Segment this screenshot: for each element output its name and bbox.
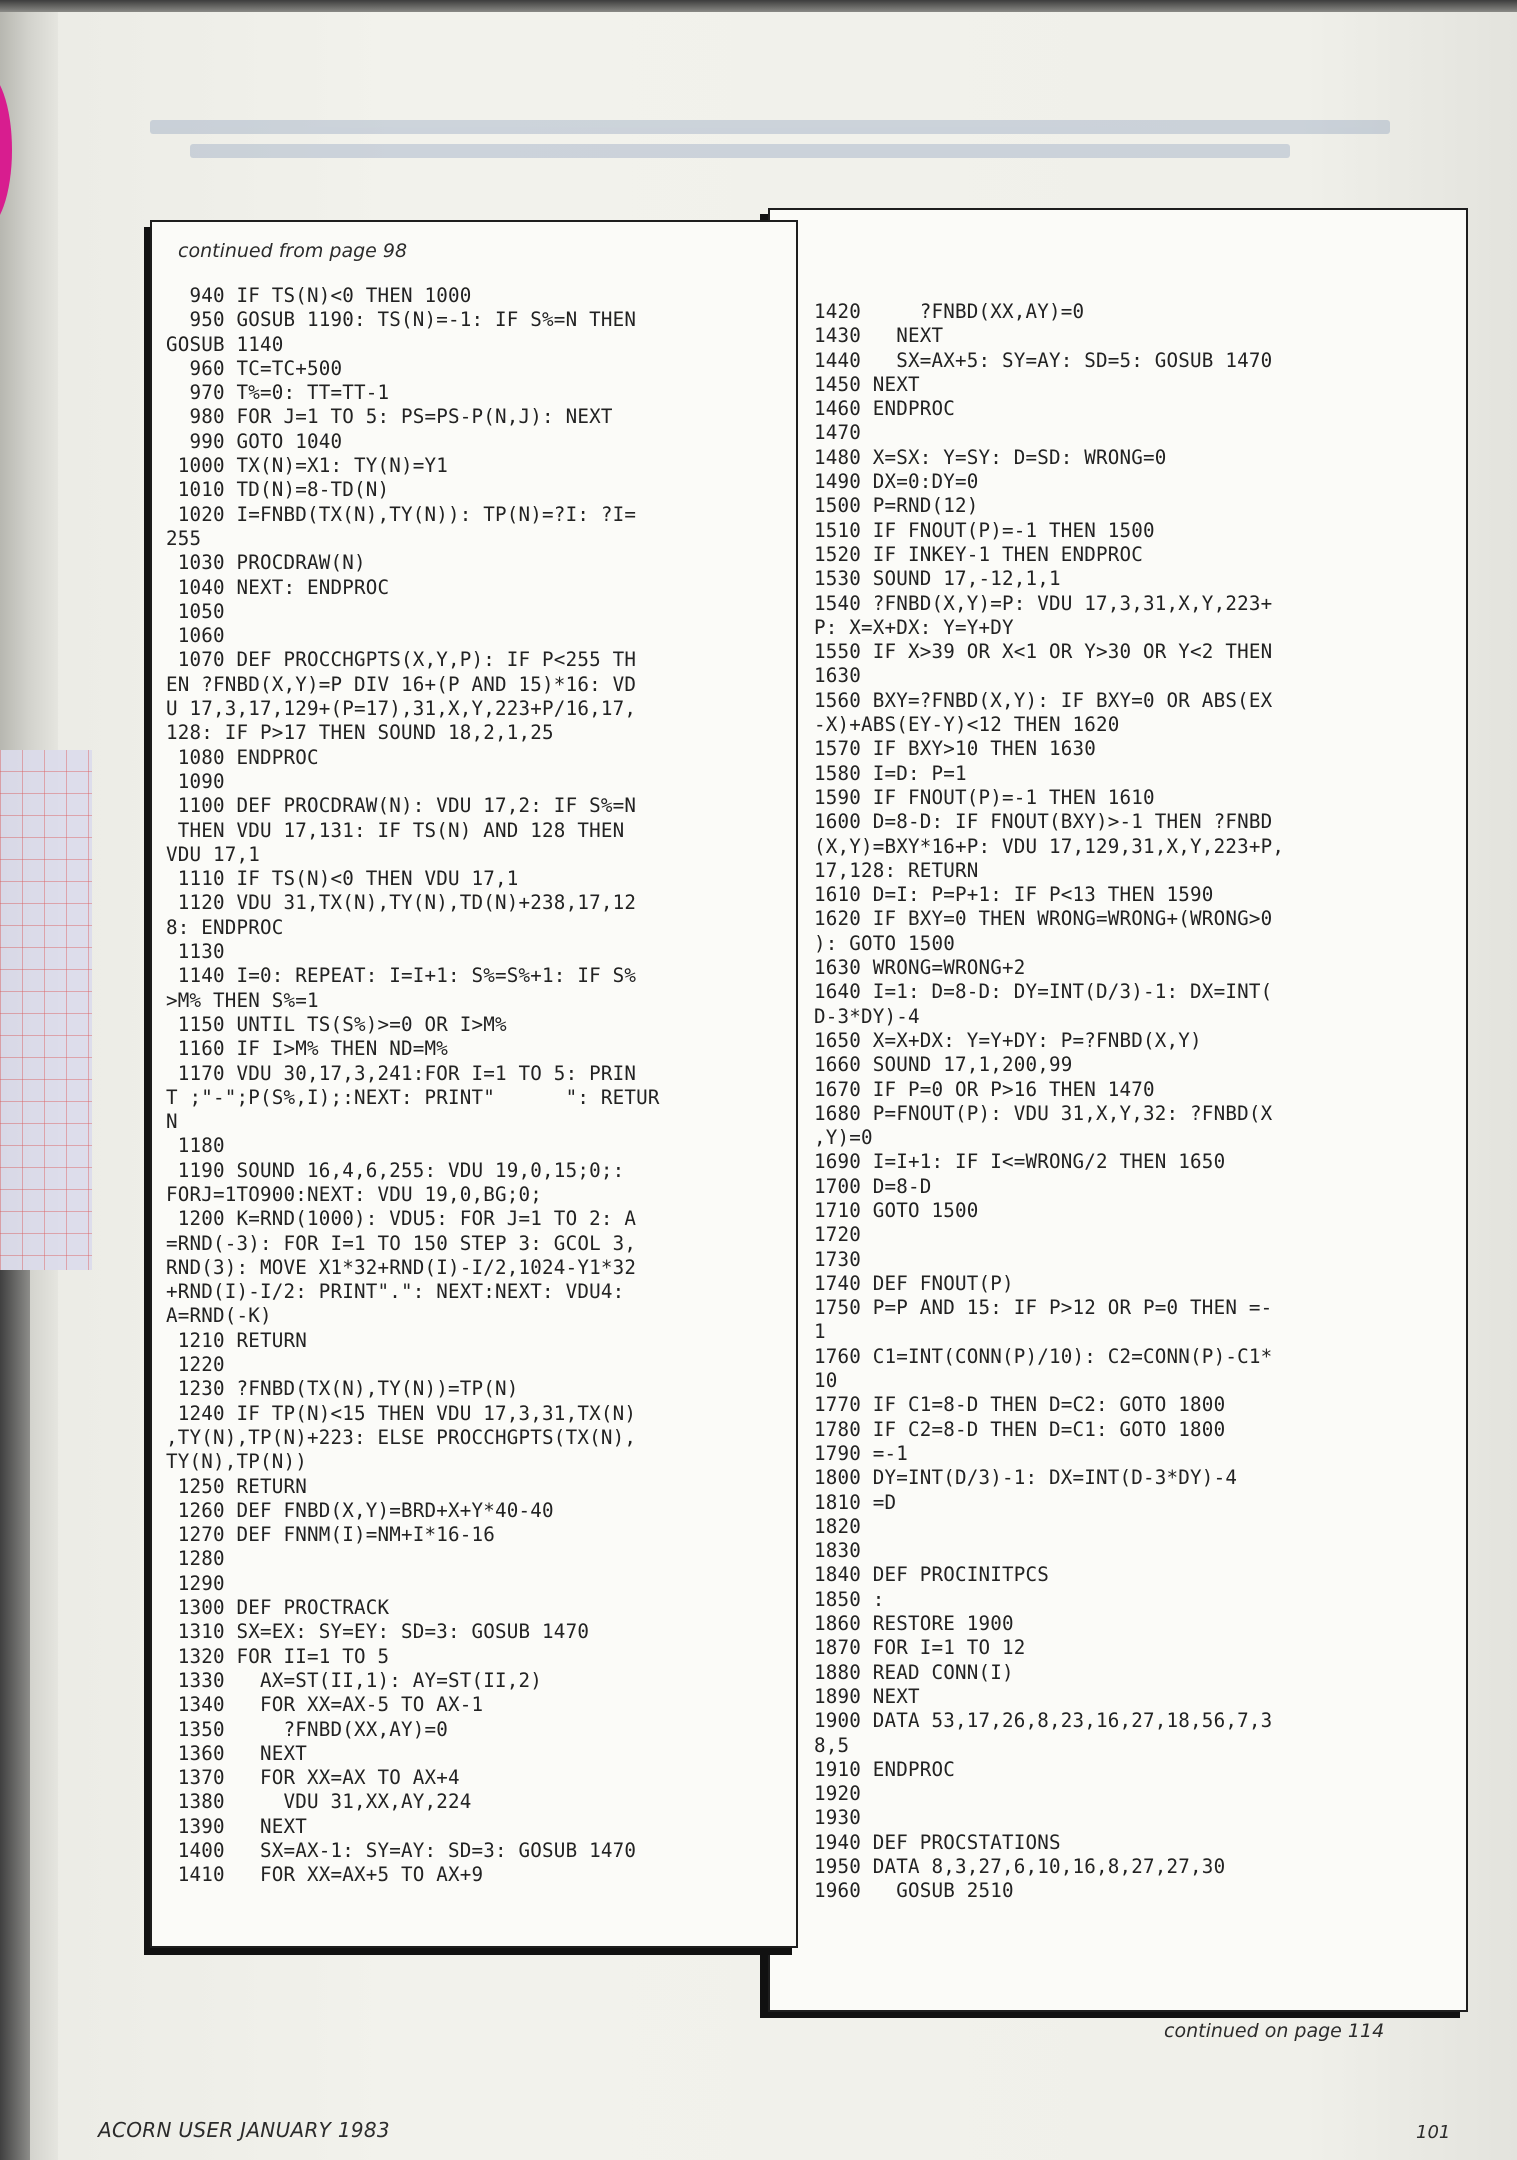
code-line: 1840 DEF PROCINITPCS bbox=[814, 1563, 1050, 1587]
code-line: RND(3): MOVE X1*32+RND(I)-I/2,1024-Y1*32 bbox=[166, 1255, 637, 1279]
code-line: 1280 bbox=[166, 1547, 225, 1571]
code-line: 1400 SX=AX-1: SY=AY: SD=3: GOSUB 1470 bbox=[166, 1839, 637, 1862]
page-number: 101 bbox=[1416, 2122, 1451, 2143]
code-line: 1440 SX=AX+5: SY=AY: SD=5: GOSUB 1470 bbox=[814, 348, 1273, 372]
code-line: GOSUB 1140 bbox=[166, 332, 284, 356]
code-line: 1390 NEXT bbox=[166, 1814, 308, 1838]
code-line: 1110 IF TS(N)<0 THEN VDU 17,1 bbox=[166, 867, 519, 891]
code-line: 1610 D=I: P=P+1: IF P<13 THEN 1590 bbox=[814, 883, 1214, 907]
code-line: 1420 ?FNBD(XX,AY)=0 bbox=[814, 300, 1085, 323]
code-line: 1000 TX(N)=X1: TY(N)=Y1 bbox=[166, 454, 449, 478]
code-line: 8,5 bbox=[814, 1733, 850, 1757]
code-line: 1080 ENDPROC bbox=[166, 745, 319, 769]
code-line: THEN VDU 17,131: IF TS(N) AND 128 THEN bbox=[166, 818, 625, 842]
code-line: 1430 NEXT bbox=[814, 324, 944, 348]
code-line: 1760 C1=INT(CONN(P)/10): C2=CONN(P)-C1* bbox=[814, 1344, 1273, 1368]
code-line: 1240 IF TP(N)<15 THEN VDU 17,3,31,TX(N) bbox=[166, 1401, 637, 1425]
code-line: 1770 IF C1=8-D THEN D=C2: GOTO 1800 bbox=[814, 1393, 1226, 1417]
code-line: 1720 bbox=[814, 1223, 862, 1247]
code-line: D-3*DY)-4 bbox=[814, 1004, 920, 1028]
code-line: ,Y)=0 bbox=[814, 1126, 873, 1150]
code-line: U 17,3,17,129+(P=17),31,X,Y,223+P/16,17, bbox=[166, 697, 637, 721]
code-line: 1700 D=8-D bbox=[814, 1174, 932, 1198]
code-line: 1200 K=RND(1000): VDU5: FOR J=1 TO 2: A bbox=[166, 1207, 637, 1231]
code-line: 1590 IF FNOUT(P)=-1 THEN 1610 bbox=[814, 785, 1155, 809]
code-line: 1650 X=X+DX: Y=Y+DY: P=?FNBD(X,Y) bbox=[814, 1028, 1202, 1052]
code-line: 1070 DEF PROCCHGPTS(X,Y,P): IF P<255 TH bbox=[166, 648, 637, 672]
code-line: >M% THEN S%=1 bbox=[166, 988, 319, 1012]
code-line: 1630 bbox=[814, 664, 862, 688]
code-line: 950 GOSUB 1190: TS(N)=-1: IF S%=N THEN bbox=[166, 308, 637, 332]
code-line: =RND(-3): FOR I=1 TO 150 STEP 3: GCOL 3, bbox=[166, 1231, 637, 1255]
code-line: 1540 ?FNBD(X,Y)=P: VDU 17,3,31,X,Y,223+ bbox=[814, 591, 1273, 615]
continued-from-note: continued from page 98 bbox=[178, 240, 408, 262]
code-line: 1130 bbox=[166, 940, 225, 964]
code-line: TY(N),TP(N)) bbox=[166, 1450, 308, 1474]
code-line: P: X=X+DX: Y=Y+DY bbox=[814, 615, 1014, 639]
code-line: 1450 NEXT bbox=[814, 372, 920, 396]
code-line: 1220 bbox=[166, 1353, 225, 1377]
code-line: 1020 I=FNBD(TX(N),TY(N)): TP(N)=?I: ?I= bbox=[166, 502, 637, 526]
code-line: 1040 NEXT: ENDPROC bbox=[166, 575, 390, 599]
magazine-footer: ACORN USER JANUARY 1983 bbox=[98, 2118, 390, 2142]
code-line: 1880 READ CONN(I) bbox=[814, 1660, 1014, 1684]
code-line: 8: ENDPROC bbox=[166, 915, 284, 939]
code-line: 1250 RETURN bbox=[166, 1474, 308, 1498]
continued-on-note: continued on page 114 bbox=[1164, 2020, 1385, 2042]
code-line: 1710 GOTO 1500 bbox=[814, 1198, 979, 1222]
code-line: 1270 DEF FNNM(I)=NM+I*16-16 bbox=[166, 1523, 496, 1547]
code-line: 1960 GOSUB 2510 bbox=[814, 1879, 1014, 1903]
code-line: 1150 UNTIL TS(S%)>=0 OR I>M% bbox=[166, 1012, 507, 1036]
code-line: ): GOTO 1500 bbox=[814, 931, 956, 955]
code-line: 1510 IF FNOUT(P)=-1 THEN 1500 bbox=[814, 518, 1155, 542]
code-line: 980 FOR J=1 TO 5: PS=PS-P(N,J): NEXT bbox=[166, 405, 613, 429]
code-line: 1170 VDU 30,17,3,241:FOR I=1 TO 5: PRIN bbox=[166, 1061, 637, 1085]
code-line: 1300 DEF PROCTRACK bbox=[166, 1596, 390, 1620]
facing-page-grid-graphic bbox=[0, 750, 92, 1270]
code-line: 1230 ?FNBD(TX(N),TY(N))=TP(N) bbox=[166, 1377, 519, 1401]
code-line: 1210 RETURN bbox=[166, 1328, 308, 1352]
code-line: 1810 =D bbox=[814, 1490, 897, 1514]
code-line: 1550 IF X>39 OR X<1 OR Y>30 OR Y<2 THEN bbox=[814, 640, 1273, 664]
code-line: A=RND(-K) bbox=[166, 1304, 272, 1328]
code-line: 1910 ENDPROC bbox=[814, 1757, 956, 1781]
code-line: 1570 IF BXY>10 THEN 1630 bbox=[814, 737, 1097, 761]
program-listing-left bbox=[166, 284, 660, 1888]
code-line: 1290 bbox=[166, 1571, 225, 1595]
code-line: 17,128: RETURN bbox=[814, 858, 979, 882]
code-line: 1050 bbox=[166, 599, 225, 623]
code-line: VDU 17,1 bbox=[166, 842, 261, 866]
code-line: 1490 DX=0:DY=0 bbox=[814, 470, 979, 494]
code-line: 10 bbox=[814, 1369, 838, 1393]
code-line: 1330 AX=ST(II,1): AY=ST(II,2) bbox=[166, 1668, 543, 1692]
code-line: 1380 VDU 31,XX,AY,224 bbox=[166, 1790, 472, 1814]
code-line: 1310 SX=EX: SY=EY: SD=3: GOSUB 1470 bbox=[166, 1620, 590, 1644]
code-line: 1780 IF C2=8-D THEN D=C1: GOTO 1800 bbox=[814, 1417, 1226, 1441]
code-line: EN ?FNBD(X,Y)=P DIV 16+(P AND 15)*16: VD bbox=[166, 672, 637, 696]
code-line: 1320 FOR II=1 TO 5 bbox=[166, 1644, 390, 1668]
code-line: 1360 NEXT bbox=[166, 1741, 308, 1765]
code-line: 1180 bbox=[166, 1134, 225, 1158]
code-line: 1620 IF BXY=0 THEN WRONG=WRONG+(WRONG>0 bbox=[814, 907, 1273, 931]
code-line: 1560 BXY=?FNBD(X,Y): IF BXY=0 OR ABS(EX bbox=[814, 688, 1273, 712]
code-line: 1790 =-1 bbox=[814, 1441, 909, 1465]
facing-page-edge bbox=[0, 1270, 30, 2160]
code-line: 1460 ENDPROC bbox=[814, 397, 956, 421]
top-edge-shadow bbox=[0, 0, 1517, 12]
code-line: 1820 bbox=[814, 1514, 862, 1538]
code-line: 1730 bbox=[814, 1247, 862, 1271]
code-line: 1500 P=RND(12) bbox=[814, 494, 979, 518]
code-line: 960 TC=TC+500 bbox=[166, 356, 343, 380]
code-line: 1090 bbox=[166, 769, 225, 793]
code-line: 1600 D=8-D: IF FNOUT(BXY)>-1 THEN ?FNBD bbox=[814, 810, 1273, 834]
code-line: (X,Y)=BXY*16+P: VDU 17,129,31,X,Y,223+P, bbox=[814, 834, 1285, 858]
code-line: 970 T%=0: TT=TT-1 bbox=[166, 381, 390, 405]
code-line: 1410 FOR XX=AX+5 TO AX+9 bbox=[166, 1863, 484, 1887]
code-line: 255 bbox=[166, 526, 202, 550]
code-line: N bbox=[166, 1110, 178, 1134]
code-line: 1140 I=0: REPEAT: I=I+1: S%=S%+1: IF S% bbox=[166, 964, 637, 988]
code-line: 1660 SOUND 17,1,200,99 bbox=[814, 1053, 1073, 1077]
code-line: 1470 bbox=[814, 421, 862, 445]
code-line: 1850 : bbox=[814, 1587, 885, 1611]
program-listing-right bbox=[814, 300, 1284, 1904]
code-line: 1870 FOR I=1 TO 12 bbox=[814, 1636, 1026, 1660]
code-line: 1520 IF INKEY-1 THEN ENDPROC bbox=[814, 542, 1144, 566]
code-line: 1630 WRONG=WRONG+2 bbox=[814, 956, 1026, 980]
code-line: 1890 NEXT bbox=[814, 1684, 920, 1708]
code-line: 1160 IF I>M% THEN ND=M% bbox=[166, 1037, 449, 1061]
code-line: 1010 TD(N)=8-TD(N) bbox=[166, 478, 390, 502]
code-line: 1740 DEF FNOUT(P) bbox=[814, 1271, 1014, 1295]
code-line: 1260 DEF FNBD(X,Y)=BRD+X+Y*40-40 bbox=[166, 1498, 554, 1522]
code-line: 1860 RESTORE 1900 bbox=[814, 1612, 1014, 1636]
show-through-heading bbox=[110, 110, 1430, 200]
code-line: 1350 ?FNBD(XX,AY)=0 bbox=[166, 1717, 449, 1741]
code-line: 1580 I=D: P=1 bbox=[814, 761, 967, 785]
code-line: 1640 I=1: D=8-D: DY=INT(D/3)-1: DX=INT( bbox=[814, 980, 1273, 1004]
code-line: 1950 DATA 8,3,27,6,10,16,8,27,27,30 bbox=[814, 1855, 1226, 1878]
code-line: 940 IF TS(N)<0 THEN 1000 bbox=[166, 284, 472, 307]
code-line: 1060 bbox=[166, 624, 225, 648]
code-line: 1680 P=FNOUT(P): VDU 31,X,Y,32: ?FNBD(X bbox=[814, 1101, 1273, 1125]
code-line: -X)+ABS(EY-Y)<12 THEN 1620 bbox=[814, 713, 1120, 737]
code-line: 1940 DEF PROCSTATIONS bbox=[814, 1830, 1061, 1854]
code-line: 1530 SOUND 17,-12,1,1 bbox=[814, 567, 1061, 591]
code-line: 1930 bbox=[814, 1806, 862, 1830]
code-line: 1920 bbox=[814, 1782, 862, 1806]
code-line: 1670 IF P=0 OR P>16 THEN 1470 bbox=[814, 1077, 1155, 1101]
code-line: ,TY(N),TP(N)+223: ELSE PROCCHGPTS(TX(N), bbox=[166, 1425, 637, 1449]
code-line: 1100 DEF PROCDRAW(N): VDU 17,2: IF S%=N bbox=[166, 794, 637, 818]
code-line: 1190 SOUND 16,4,6,255: VDU 19,0,15;0;: bbox=[166, 1158, 625, 1182]
code-line: 1800 DY=INT(D/3)-1: DX=INT(D-3*DY)-4 bbox=[814, 1466, 1238, 1490]
code-line: 1120 VDU 31,TX(N),TY(N),TD(N)+238,17,12 bbox=[166, 891, 637, 915]
code-line: 1340 FOR XX=AX-5 TO AX-1 bbox=[166, 1693, 484, 1717]
code-line: T ;"-";P(S%,I);:NEXT: PRINT" ": RETUR bbox=[166, 1085, 660, 1109]
code-line: 1480 X=SX: Y=SY: D=SD: WRONG=0 bbox=[814, 445, 1167, 469]
code-line: 1750 P=P AND 15: IF P>12 OR P=0 THEN =- bbox=[814, 1296, 1273, 1320]
code-line: 1900 DATA 53,17,26,8,23,16,27,18,56,7,3 bbox=[814, 1709, 1273, 1733]
code-line: 1830 bbox=[814, 1539, 862, 1563]
code-line: FORJ=1TO900:NEXT: VDU 19,0,BG;0; bbox=[166, 1182, 543, 1206]
code-line: 990 GOTO 1040 bbox=[166, 429, 343, 453]
code-line: 1370 FOR XX=AX TO AX+4 bbox=[166, 1766, 460, 1790]
code-line: 1030 PROCDRAW(N) bbox=[166, 551, 366, 575]
code-line: 128: IF P>17 THEN SOUND 18,2,1,25 bbox=[166, 721, 554, 745]
code-line: +RND(I)-I/2: PRINT".": NEXT:NEXT: VDU4: bbox=[166, 1280, 625, 1304]
code-line: 1690 I=I+1: IF I<=WRONG/2 THEN 1650 bbox=[814, 1150, 1226, 1174]
code-line: 1 bbox=[814, 1320, 826, 1344]
